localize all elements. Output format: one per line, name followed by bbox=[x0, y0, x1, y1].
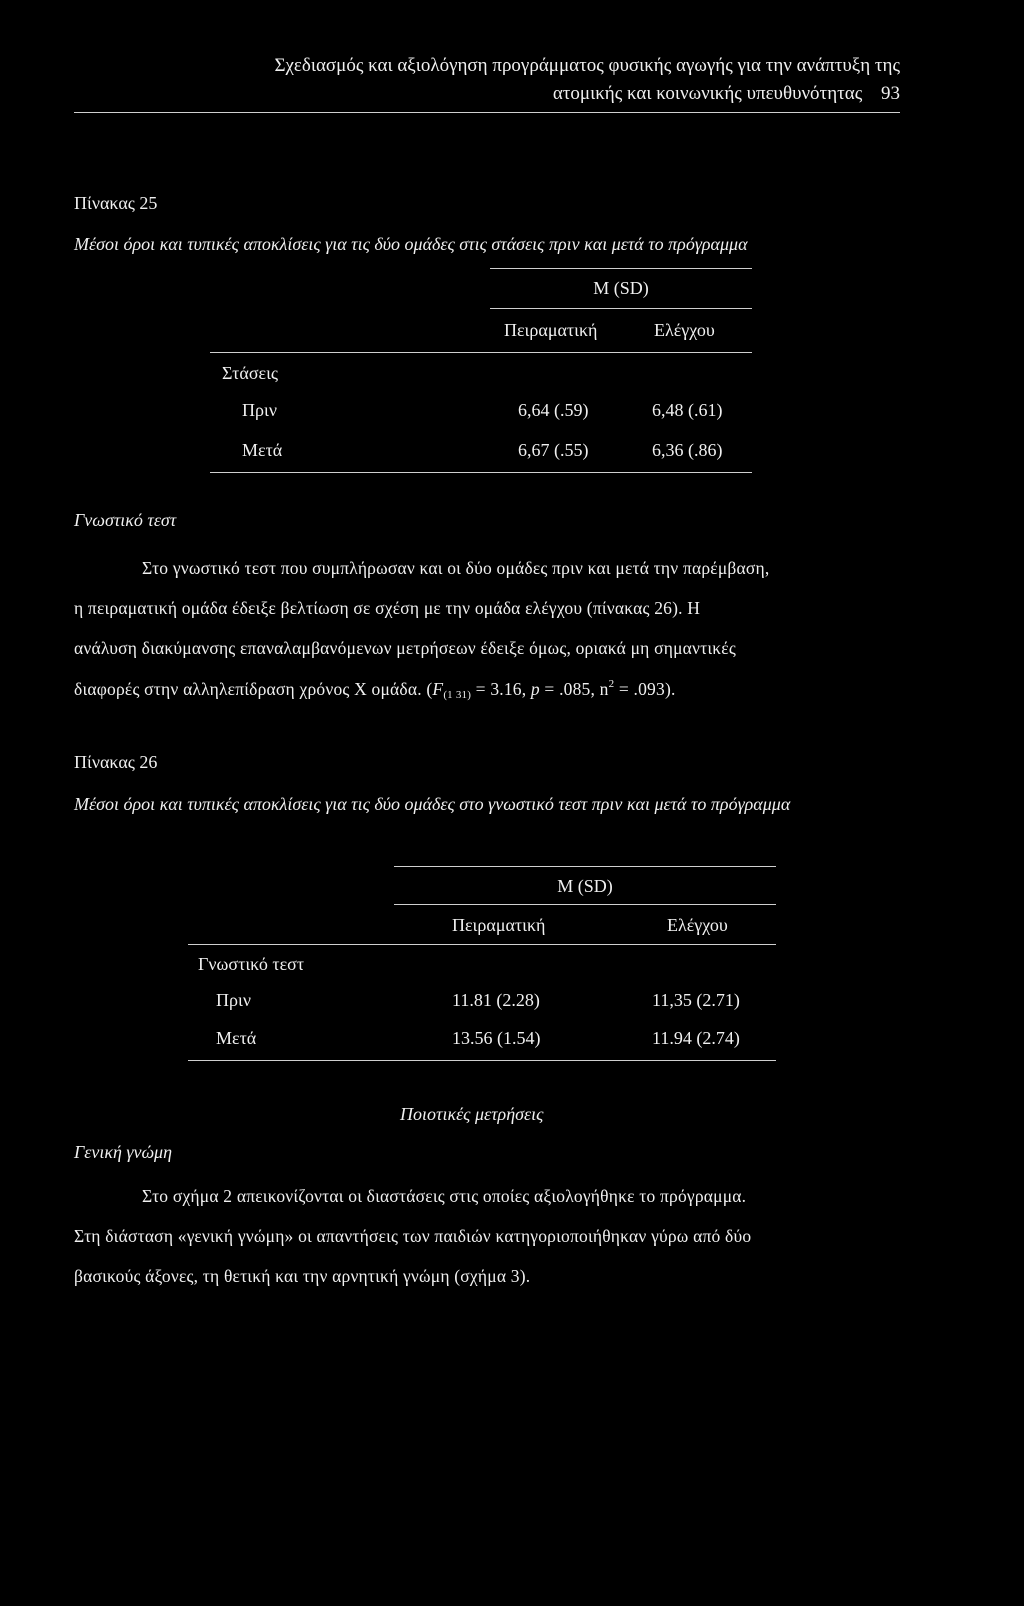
table26-col-experimental: Πειραματική bbox=[452, 915, 546, 935]
paragraph1-line4-text: διαφορές στην αλληλεπίδραση χρόνος Χ ομάδα. ( bbox=[74, 679, 433, 699]
table26-row-before-exp: 11.81 (2.28) bbox=[452, 990, 540, 1010]
paragraph1-line4 bbox=[74, 678, 676, 701]
table26-caption: Μέσοι όροι και τυπικές αποκλίσεις για τις δύο ομάδες στο γνωστικό τεστ πριν και μετά το πρόγραμμα bbox=[74, 794, 791, 814]
table25-row-before-label: Πριν bbox=[242, 400, 277, 420]
table26-col-control: Ελέγχου bbox=[667, 915, 728, 935]
section-heading-cognitive: Γνωστικό τεστ bbox=[74, 510, 177, 530]
table25-group-rule bbox=[490, 308, 752, 309]
table26-top-rule bbox=[394, 866, 776, 867]
section-title-qualitative: Ποιοτικές μετρήσεις bbox=[400, 1104, 544, 1124]
table25-bottom-rule bbox=[210, 472, 752, 473]
table25-group-header: M (SD) bbox=[593, 278, 649, 298]
stat-eta-exp: 2 bbox=[608, 678, 615, 690]
stat-p-symbol: p bbox=[530, 679, 540, 699]
table25-label: Πίνακας 25 bbox=[74, 193, 158, 213]
stat-f-value: = 3.16, bbox=[471, 679, 531, 699]
stat-f-symbol: F bbox=[432, 679, 444, 699]
table26-bottom-rule bbox=[188, 1060, 776, 1061]
table25-row-after-exp: 6,67 (.55) bbox=[518, 440, 589, 460]
running-header-line1: Σχεδιασμός και αξιολόγηση προγράμματος φυσικής αγωγής για την ανάπτυξη της bbox=[274, 55, 900, 76]
page-number: 93 bbox=[881, 83, 900, 104]
header-rule bbox=[74, 112, 900, 113]
paragraph2-line3: βασικούς άξονες, τη θετική και την αρνητική γνώμη (σχήμα 3). bbox=[74, 1266, 531, 1286]
table26-row-after-exp: 13.56 (1.54) bbox=[452, 1028, 541, 1048]
stat-eta-value: = .093). bbox=[614, 679, 676, 699]
table26-header-rule bbox=[188, 944, 776, 945]
table26-row-group: Γνωστικό τεστ bbox=[198, 954, 305, 974]
table25-row-group: Στάσεις bbox=[222, 363, 279, 383]
table25-row-before-ctrl: 6,48 (.61) bbox=[652, 400, 723, 420]
table25-col-experimental: Πειραματική bbox=[504, 320, 598, 340]
table25-row-after-ctrl: 6,36 (.86) bbox=[652, 440, 723, 460]
paragraph1-line2: η πειραματική ομάδα έδειξε βελτίωση σε σχέση με την ομάδα ελέγχου (πίνακας 26). Η bbox=[74, 598, 701, 618]
table26-row-after-ctrl: 11.94 (2.74) bbox=[652, 1028, 740, 1048]
running-header-line2 bbox=[274, 80, 900, 108]
table26-group-header: M (SD) bbox=[557, 876, 613, 896]
stat-f-df: (1 31) bbox=[443, 689, 472, 701]
table26-label: Πίνακας 26 bbox=[74, 752, 158, 772]
table26-row-before-label: Πριν bbox=[216, 990, 251, 1010]
table25-header-rule bbox=[210, 352, 752, 353]
paragraph2-line1: Στο σχήμα 2 απεικονίζονται οι διαστάσεις στις οποίες αξιολογήθηκε το πρόγραμμα. bbox=[142, 1186, 747, 1206]
table25-row-before-exp: 6,64 (.59) bbox=[518, 400, 589, 420]
table25-caption: Μέσοι όροι και τυπικές αποκλίσεις για τις δύο ομάδες στις στάσεις πριν και μετά το πρόγραμμα bbox=[74, 234, 748, 254]
table25-top-rule bbox=[490, 268, 752, 269]
table26-row-after-label: Μετά bbox=[216, 1028, 257, 1048]
table25-row-after-label: Μετά bbox=[242, 440, 283, 460]
paragraph1-line3: ανάλυση διακύμανσης επαναλαμβανόμενων μετρήσεων έδειξε όμως, οριακά μη σημαντικές bbox=[74, 638, 736, 658]
table26-row-before-ctrl: 11,35 (2.71) bbox=[652, 990, 740, 1010]
table26-group-rule bbox=[394, 904, 776, 905]
table25-col-control: Ελέγχου bbox=[654, 320, 715, 340]
paragraph2-line2: Στη διάσταση «γενική γνώμη» οι απαντήσεις των παιδιών κατηγοριοποιήθηκαν γύρω από δύο bbox=[74, 1226, 752, 1246]
paragraph1-line1: Στο γνωστικό τεστ που συμπλήρωσαν και οι δύο ομάδες πριν και μετά την παρέμβαση, bbox=[142, 558, 770, 578]
stat-p-value: = .085, n bbox=[539, 679, 609, 699]
section-heading-general-opinion: Γενική γνώμη bbox=[74, 1142, 172, 1162]
running-header-subtitle: ατομικής και κοινωνικής υπευθυνότητας bbox=[552, 83, 863, 104]
running-header-title bbox=[274, 52, 900, 108]
